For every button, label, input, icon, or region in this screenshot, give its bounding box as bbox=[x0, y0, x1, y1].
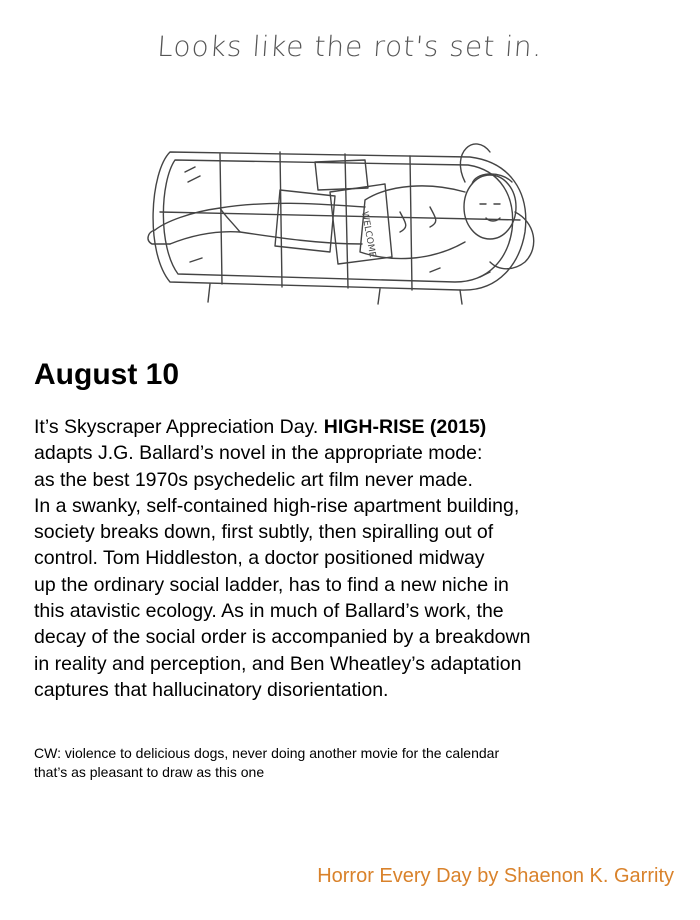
body-line: in reality and perception, and Ben Wheatley’s adaptation bbox=[34, 652, 522, 675]
entry-date: August 10 bbox=[34, 358, 180, 391]
handwritten-caption: Looks like the rot's set in. bbox=[156, 30, 544, 63]
body-line bbox=[34, 414, 674, 440]
body-intro: It’s Skyscraper Appreciation Day. bbox=[34, 416, 324, 438]
content-warning bbox=[34, 744, 674, 782]
body-line: up the ordinary social ladder, has to find a new niche in bbox=[34, 573, 509, 596]
sketch-illustration bbox=[130, 112, 580, 342]
body-line: adapts J.G. Ballard’s novel in the appropriate mode: bbox=[34, 442, 483, 465]
body-line: as the best 1970s psychedelic art film never made. bbox=[34, 468, 473, 491]
cw-line: that’s as pleasant to draw as this one bbox=[34, 764, 265, 780]
cw-line: CW: violence to delicious dogs, never doing another movie for the calendar bbox=[34, 745, 500, 761]
sign-label: WELCOME bbox=[359, 210, 377, 259]
body-line: decay of the social order is accompanied by a breakdown bbox=[34, 626, 531, 649]
body-line: control. Tom Hiddleston, a doctor positioned midway bbox=[34, 547, 485, 570]
lounger-frame bbox=[153, 152, 526, 290]
body-line: society breaks down, first subtly, then spiralling out of bbox=[34, 521, 494, 544]
body-line: captures that hallucinatory disorientation. bbox=[34, 678, 389, 701]
entry-body bbox=[34, 414, 674, 703]
movie-title: HIGH-RISE (2015) bbox=[323, 416, 487, 438]
series-credit: Horror Every Day by Shaenon K. Garrity bbox=[317, 865, 674, 887]
body-line: this atavistic ecology. As in much of Ballard’s work, the bbox=[34, 600, 504, 623]
body-line: In a swanky, self-contained high-rise apartment building, bbox=[34, 494, 520, 517]
